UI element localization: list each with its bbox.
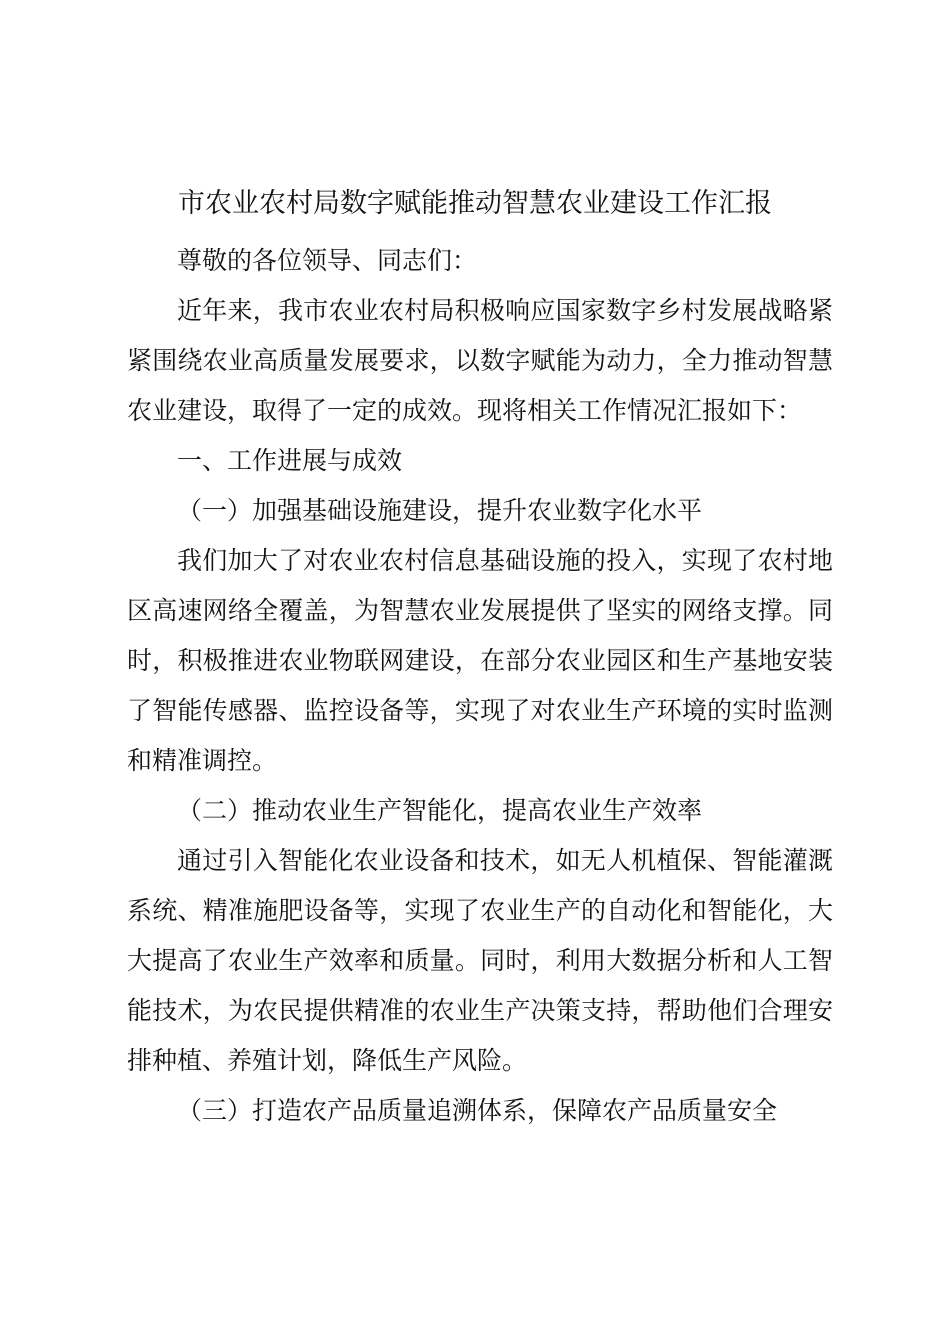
- subsection-heading-1: （一）加强基础设施建设，提升农业数字化水平: [177, 496, 703, 525]
- salutation: 尊敬的各位领导、同志们：: [177, 246, 478, 275]
- subsection-paragraph-1: 我们加大了对农业农村信息基础设施的投入，实现了农村地区高速网络全覆盖，为智慧农业发展提供了坚实的网络支撑。同时，积极推进农业物联网建设，在部分农业园区和生产基地安装了智能传感器、监控设备等，实现了对农业生产环境的实时监测和精准调控。: [127, 546, 833, 775]
- section-heading-1: 一、工作进展与成效: [177, 446, 403, 475]
- subsection-heading-2: （二）推动农业生产智能化，提高农业生产效率: [177, 796, 703, 825]
- document-title: 市农业农村局数字赋能推动智慧农业建设工作汇报: [178, 188, 772, 219]
- subsection-heading-3: （三）打造农产品质量追溯体系，保障农产品质量安全: [177, 1096, 778, 1125]
- intro-paragraph: 近年来，我市农业农村局积极响应国家数字乡村发展战略紧紧围绕农业高质量发展要求，以数字赋能为动力，全力推动智慧农业建设，取得了一定的成效。现将相关工作情况汇报如下：: [127, 296, 833, 425]
- document-body: [127, 236, 833, 1136]
- subsection-paragraph-2: 通过引入智能化农业设备和技术，如无人机植保、智能灌溉系统、精准施肥设备等，实现了农业生产的自动化和智能化，大大提高了农业生产效率和质量。同时，利用大数据分析和人工智能技术，为农民提供精准的农业生产决策支持，帮助他们合理安排种植、养殖计划，降低生产风险。: [127, 846, 833, 1075]
